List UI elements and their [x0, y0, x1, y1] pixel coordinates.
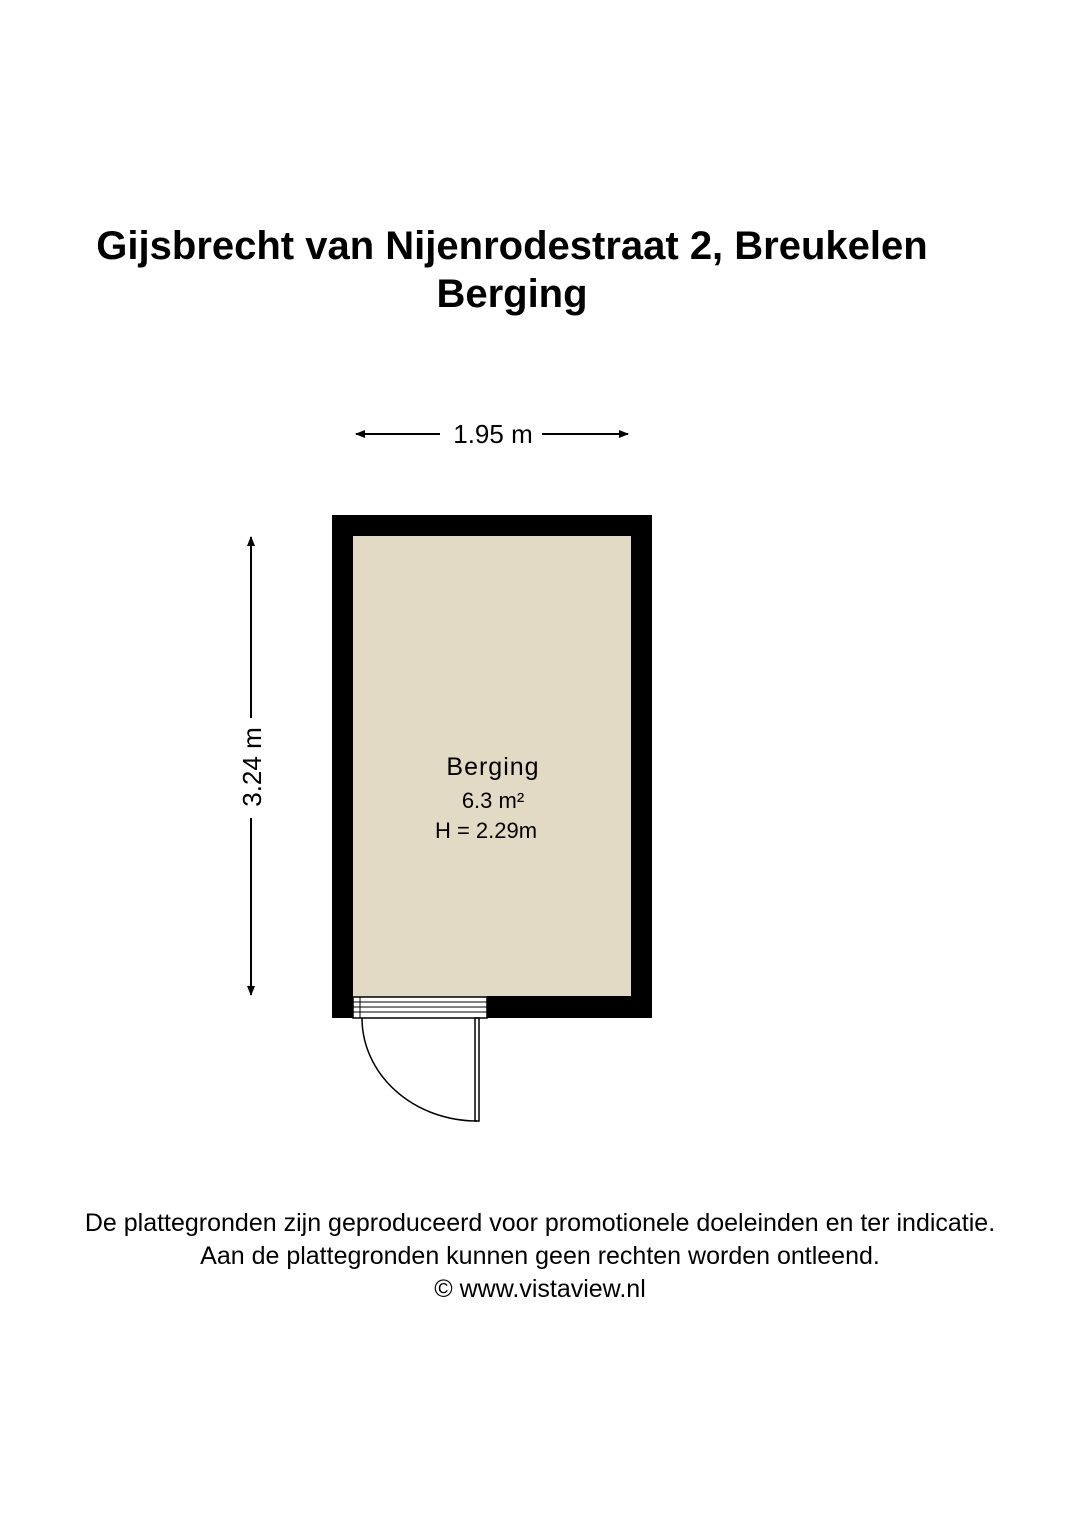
door-threshold	[353, 997, 487, 1018]
room-name: Berging	[446, 753, 540, 781]
depth-dimension	[237, 537, 267, 995]
wall-bottom-left	[332, 996, 353, 1018]
copyright-link[interactable]: © www.vistaview.nl	[434, 1275, 646, 1303]
door-leaf	[475, 1018, 479, 1121]
floor-title: Berging	[436, 272, 588, 316]
wall-top	[332, 515, 652, 536]
disclaimer-line-2: Aan de plattegronden kunnen geen rechten worden ontleend.	[200, 1242, 880, 1270]
wall-left	[332, 515, 353, 1018]
door-swing-arc	[362, 1018, 477, 1121]
wall-right	[631, 515, 652, 1018]
wall-bottom-right	[487, 996, 652, 1018]
disclaimer-line-1: De plattegronden zijn geproduceerd voor promotionele doeleinden en ter indicatie.	[84, 1209, 996, 1237]
width-dimension	[356, 419, 628, 449]
door	[362, 1018, 479, 1121]
width-dimension-label: 1.95 m	[453, 419, 533, 449]
address-title: Gijsbrecht van Nijenrodestraat 2, Breukelen	[96, 224, 928, 268]
room-area: 6.3 m²	[461, 788, 525, 813]
room-height: H = 2.29m	[434, 818, 538, 843]
disclaimer	[0, 1207, 1080, 1306]
depth-dimension-label: 3.24 m	[237, 727, 267, 807]
